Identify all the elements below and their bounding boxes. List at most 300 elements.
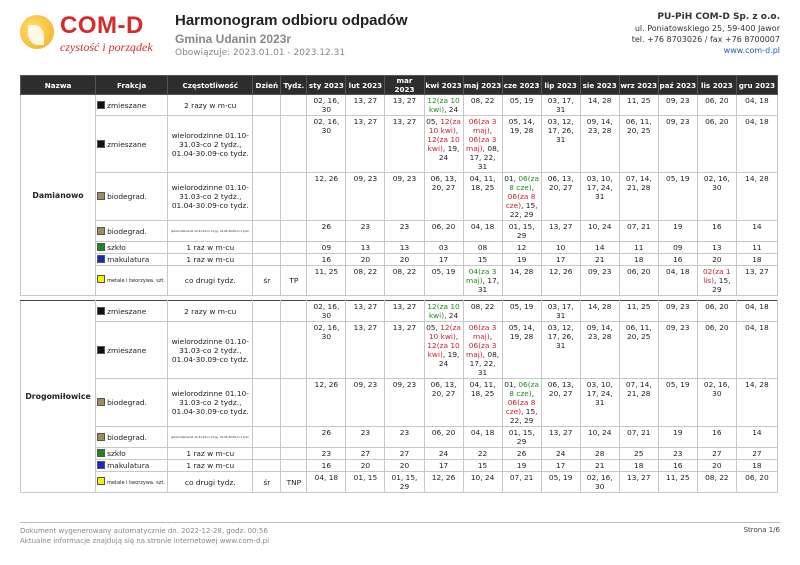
date-text: 11, 25 <box>627 96 651 105</box>
date-text: 02, 16, 30 <box>313 302 340 320</box>
color-swatch-icon <box>97 255 105 263</box>
week-cell: TP <box>281 266 307 296</box>
date-cell <box>385 460 424 472</box>
date-cell <box>658 221 697 242</box>
table-row <box>21 95 778 116</box>
date-cell <box>502 301 541 322</box>
company-phone: tel. +76 8703026 / fax +76 8700007 <box>631 35 780 44</box>
date-cell <box>697 221 736 242</box>
date-text: 13, 27 <box>392 117 417 126</box>
color-swatch-icon <box>97 433 105 441</box>
date-text: 02, 16, 30 <box>703 174 730 192</box>
date-cell <box>502 472 541 493</box>
date-text: 11, 25 <box>314 267 339 276</box>
date-text: 04, 18 <box>745 302 769 311</box>
date-cell <box>346 301 385 322</box>
date-cell <box>580 460 619 472</box>
date-cell <box>736 173 777 221</box>
date-text: 05, 19 <box>666 380 690 389</box>
date-cell <box>346 379 385 427</box>
date-cell <box>346 95 385 116</box>
column-header: sie 2023 <box>580 76 619 95</box>
date-text: 09, 23 <box>587 267 612 276</box>
date-cell <box>658 95 697 116</box>
date-text: 06, 11, 20, 25 <box>625 117 652 135</box>
date-cell <box>307 301 346 322</box>
date-text: 13, 27 <box>745 267 769 276</box>
date-text: 08, 22 <box>470 96 495 105</box>
date-cell <box>385 427 424 448</box>
date-cell <box>658 379 697 427</box>
column-header: gru 2023 <box>736 76 777 95</box>
date-text: 13, 27 <box>353 117 378 126</box>
table-row <box>21 266 778 296</box>
color-swatch-icon <box>97 140 105 148</box>
frequency-text: 1 raz w m-cu <box>186 461 235 470</box>
date-cell <box>736 448 777 460</box>
date-cell <box>424 242 463 254</box>
column-header: mar 2023 <box>385 76 424 95</box>
date-text: 06, 20 <box>705 96 729 105</box>
date-cell <box>697 254 736 266</box>
table-row <box>21 460 778 472</box>
date-text: 04, 18 <box>470 222 495 231</box>
shifted-date: 06(za 8 cze) <box>509 380 540 398</box>
fraction-cell <box>96 221 168 242</box>
shifted-date: 06(za 3 maj) <box>468 117 497 135</box>
day-cell <box>253 221 281 242</box>
frequency-cell <box>168 116 253 173</box>
date-cell <box>736 322 777 379</box>
date-cell <box>697 242 736 254</box>
date-text: 04, 18 <box>745 323 769 332</box>
fraction-cell <box>96 116 168 173</box>
fraction-label: zmieszane <box>107 139 147 149</box>
date-cell <box>463 472 502 493</box>
date-text: 03 <box>438 243 449 252</box>
date-text: 06, 20 <box>705 302 729 311</box>
date-text: 09, 14, 23, 28 <box>586 323 613 341</box>
page-subtitle: Gmina Udanin 2023r <box>175 32 292 46</box>
shifted-date: 12(za 10 kwi) <box>427 341 460 359</box>
date-text: 21 <box>595 461 605 470</box>
date-text: 20 <box>360 255 371 264</box>
date-text: 05, 19 <box>431 267 456 276</box>
date-cell <box>580 173 619 221</box>
shifted-date: 06(za 8 cze) <box>509 174 540 192</box>
frequency-cell <box>168 448 253 460</box>
date-cell <box>541 95 580 116</box>
date-cell <box>658 266 697 296</box>
date-cell <box>463 301 502 322</box>
shifted-date: 06(za 8 cze) <box>505 398 536 416</box>
week-cell <box>281 242 307 254</box>
date-text: 04, 18 <box>314 473 339 482</box>
frequency-cell <box>168 427 253 448</box>
schedule-table <box>20 75 778 493</box>
shifted-date: 06(za 3 maj) <box>468 323 497 341</box>
footer-divider <box>20 522 780 523</box>
date-cell <box>463 266 502 296</box>
table-row <box>21 379 778 427</box>
date-text: 04, 18 <box>745 117 769 126</box>
week-cell <box>281 173 307 221</box>
date-cell <box>424 116 463 173</box>
date-cell <box>736 95 777 116</box>
date-text: 08, 22 <box>353 267 378 276</box>
date-text: 04, 18 <box>666 267 690 276</box>
date-text: , <box>455 332 459 341</box>
fraction-cell <box>96 254 168 266</box>
frequency-cell <box>168 221 253 242</box>
column-header: lip 2023 <box>541 76 580 95</box>
date-cell <box>619 116 658 173</box>
date-cell <box>463 116 502 173</box>
date-cell <box>541 254 580 266</box>
date-cell <box>307 460 346 472</box>
date-text: 18 <box>634 461 644 470</box>
date-text: 09, 14, 23, 28 <box>586 117 613 135</box>
date-cell <box>697 460 736 472</box>
color-swatch-icon <box>97 461 105 469</box>
date-cell <box>619 254 658 266</box>
date-text: 20 <box>712 461 722 470</box>
date-text: , <box>531 183 535 192</box>
shifted-date: 06(za 3 maj) <box>466 135 497 153</box>
date-cell <box>619 173 658 221</box>
fraction-label: zmieszane <box>107 100 147 110</box>
date-text: 21 <box>595 255 605 264</box>
date-text: 07, 21 <box>627 222 651 231</box>
date-cell <box>736 379 777 427</box>
date-cell <box>736 427 777 448</box>
date-text: 01, 15, 29 <box>508 428 535 446</box>
date-cell <box>658 254 697 266</box>
date-text: 03, 10, 17, 24, 31 <box>586 380 613 407</box>
date-text: 02, 16, 30 <box>313 96 340 114</box>
table-row <box>21 322 778 379</box>
frequency-cell <box>168 322 253 379</box>
date-cell <box>541 322 580 379</box>
date-text: 17 <box>555 461 566 470</box>
date-cell <box>502 254 541 266</box>
date-text: 03, 17, 31 <box>547 302 574 320</box>
date-cell <box>463 427 502 448</box>
date-text: 07, 21 <box>509 473 534 482</box>
date-text: , 15, 22, 29 <box>509 407 538 425</box>
date-cell <box>346 242 385 254</box>
table-row <box>21 472 778 493</box>
date-text: 04, 11, 18, 25 <box>469 174 496 192</box>
date-text: 05, 14, 19, 28 <box>508 117 535 135</box>
date-cell <box>463 460 502 472</box>
date-text: , 24 <box>444 311 459 320</box>
date-cell <box>385 448 424 460</box>
frequency-text: 1 raz w m-cu <box>186 449 235 458</box>
location-name: Drogomiłowice <box>21 301 96 493</box>
date-text: , 19, 24 <box>438 350 460 368</box>
date-text: 10, 24 <box>587 428 612 437</box>
week-cell <box>281 379 307 427</box>
column-header: Dzień <box>253 76 281 95</box>
table-header-row <box>21 76 778 95</box>
company-website-link[interactable]: www.com-d.pl <box>723 46 780 55</box>
date-text: 09 <box>673 243 683 252</box>
date-text: 02, 16, 30 <box>586 473 613 491</box>
date-text: , <box>489 332 493 341</box>
date-text: 23 <box>673 449 683 458</box>
column-header: Frakcja <box>96 76 168 95</box>
date-text: 01, 15 <box>353 473 378 482</box>
date-text: 06, 13, 20, 27 <box>430 380 457 398</box>
date-text: 10, 24 <box>587 222 612 231</box>
fraction-cell <box>96 242 168 254</box>
date-text: 13, 27 <box>548 222 573 231</box>
date-text: 12 <box>516 243 527 252</box>
day-cell <box>253 322 281 379</box>
date-cell <box>736 266 777 296</box>
date-cell <box>541 427 580 448</box>
date-text: 23 <box>360 428 371 437</box>
date-cell <box>385 221 424 242</box>
date-cell <box>580 427 619 448</box>
date-text: , 24 <box>444 105 459 114</box>
day-cell: śr <box>253 266 281 296</box>
date-text: 04, 11, 18, 25 <box>469 380 496 398</box>
fraction-cell <box>96 448 168 460</box>
date-text: 16 <box>712 428 722 437</box>
date-text: 15 <box>477 255 488 264</box>
date-text: 13, 27 <box>353 323 378 332</box>
date-text: 05, 19 <box>548 473 573 482</box>
date-text: 11 <box>634 243 644 252</box>
day-cell <box>253 95 281 116</box>
date-cell <box>658 427 697 448</box>
fraction-label: makulatura <box>107 255 150 264</box>
date-cell <box>580 379 619 427</box>
color-swatch-icon <box>97 101 105 109</box>
date-text: 17 <box>438 255 449 264</box>
date-cell <box>541 266 580 296</box>
column-header: kwi 2023 <box>424 76 463 95</box>
frequency-cell <box>168 242 253 254</box>
column-header: Tydz. <box>281 76 307 95</box>
frequency-cell <box>168 301 253 322</box>
date-text: 24 <box>555 449 566 458</box>
date-text: 09, 23 <box>353 174 378 183</box>
week-cell <box>281 116 307 173</box>
date-cell <box>307 379 346 427</box>
date-text: 10, 24 <box>470 473 495 482</box>
schedule-body <box>21 95 778 493</box>
date-text: 05, 14, 19, 28 <box>508 323 535 341</box>
frequency-cell <box>168 95 253 116</box>
table-row <box>21 254 778 266</box>
date-text: 13, 27 <box>548 428 573 437</box>
column-header: maj 2023 <box>463 76 502 95</box>
date-cell <box>541 221 580 242</box>
date-text: , 08, 17, 22, 31 <box>469 350 500 377</box>
frequency-text: jednorodzinne 01.10-31.03-co 4 tyg., 01.04-30.09-co 2 tydz. <box>171 229 250 233</box>
date-cell <box>541 379 580 427</box>
location-name: Damianowo <box>21 95 96 296</box>
date-text: 11 <box>752 243 762 252</box>
date-text: 23 <box>399 222 410 231</box>
date-cell <box>619 322 658 379</box>
page-title: Harmonogram odbioru odpadów <box>175 12 408 29</box>
color-swatch-icon <box>97 192 105 200</box>
date-cell <box>463 221 502 242</box>
date-text: 08 <box>477 243 488 252</box>
date-text: 13 <box>360 243 371 252</box>
fraction-cell <box>96 266 168 296</box>
date-text: 27 <box>712 449 722 458</box>
frequency-text: co drugi tydz. <box>184 276 236 285</box>
date-cell <box>424 460 463 472</box>
date-text: 05, <box>426 323 441 332</box>
day-cell <box>253 242 281 254</box>
date-cell <box>697 427 736 448</box>
date-cell <box>307 427 346 448</box>
date-cell <box>697 95 736 116</box>
date-cell <box>541 301 580 322</box>
date-cell <box>697 116 736 173</box>
date-text: 27 <box>752 449 762 458</box>
date-text: , <box>489 126 493 135</box>
date-cell <box>658 242 697 254</box>
date-cell <box>424 266 463 296</box>
color-swatch-icon <box>97 227 105 235</box>
column-header: sty 2023 <box>307 76 346 95</box>
date-cell <box>736 301 777 322</box>
date-cell <box>658 173 697 221</box>
color-swatch-icon <box>97 275 105 283</box>
date-cell <box>736 116 777 173</box>
date-cell <box>307 448 346 460</box>
frequency-cell <box>168 460 253 472</box>
date-cell <box>385 242 424 254</box>
company-address: ul. Poniatowskiego 25, 59-400 Jawor <box>634 24 780 33</box>
date-cell <box>502 173 541 221</box>
shifted-date: 06(za 8 cze) <box>505 192 536 210</box>
date-text: , 17, 31 <box>477 276 500 294</box>
date-text: 06, 11, 20, 25 <box>625 323 652 341</box>
date-cell <box>307 322 346 379</box>
date-cell <box>346 254 385 266</box>
date-text: 22 <box>477 449 488 458</box>
date-cell <box>502 322 541 379</box>
date-text: 03, 17, 31 <box>547 96 574 114</box>
date-cell <box>502 266 541 296</box>
frequency-cell <box>168 266 253 296</box>
date-cell <box>502 460 541 472</box>
color-swatch-icon <box>97 477 105 485</box>
date-cell <box>307 266 346 296</box>
day-cell <box>253 448 281 460</box>
date-text: 03, 12, 17, 26, 31 <box>547 323 574 350</box>
day-cell <box>253 254 281 266</box>
date-text: 23 <box>360 222 371 231</box>
frequency-text: 1 raz w m-cu <box>186 243 235 252</box>
color-swatch-icon <box>97 307 105 315</box>
fraction-label: makulatura <box>107 461 150 470</box>
date-text: 06, 13, 20, 27 <box>430 174 457 192</box>
date-text: 13, 27 <box>353 302 378 311</box>
date-cell <box>307 472 346 493</box>
fraction-cell <box>96 460 168 472</box>
date-cell <box>463 95 502 116</box>
fraction-label: szkło <box>107 449 126 458</box>
date-text: 11, 25 <box>666 473 690 482</box>
date-text: 19 <box>516 255 527 264</box>
date-text: 09, 23 <box>392 174 417 183</box>
date-cell <box>424 448 463 460</box>
date-cell <box>619 472 658 493</box>
fraction-cell <box>96 427 168 448</box>
color-swatch-icon <box>97 449 105 457</box>
date-text: 02, 16, 30 <box>313 117 340 135</box>
sun-leaf-icon <box>20 15 54 49</box>
date-cell <box>463 379 502 427</box>
date-text: 19 <box>673 428 683 437</box>
date-cell <box>658 472 697 493</box>
frequency-text: 2 razy w m-cu <box>184 306 237 316</box>
date-cell <box>502 95 541 116</box>
date-text: 13 <box>712 243 722 252</box>
date-text: 05, 19 <box>509 302 534 311</box>
date-cell <box>580 301 619 322</box>
date-cell <box>502 427 541 448</box>
shifted-date: 12(za 10 kwi) <box>427 96 460 114</box>
date-cell <box>346 116 385 173</box>
date-text: 17 <box>555 255 566 264</box>
date-cell <box>385 266 424 296</box>
date-cell <box>424 427 463 448</box>
date-cell <box>619 242 658 254</box>
fraction-label: biodegrad. <box>107 226 147 236</box>
date-text: , <box>531 389 535 398</box>
date-text: 26 <box>516 449 527 458</box>
date-cell <box>385 379 424 427</box>
logo-name: COM-D <box>60 12 144 39</box>
date-text: 06, 20 <box>705 117 729 126</box>
date-cell <box>424 254 463 266</box>
date-cell <box>346 173 385 221</box>
column-header: wrz 2023 <box>619 76 658 95</box>
date-text: 18 <box>752 461 762 470</box>
date-text: 08, 22 <box>705 473 729 482</box>
date-text: 14 <box>752 428 762 437</box>
date-text: 18 <box>752 255 762 264</box>
shifted-date: 06(za 3 maj) <box>466 341 497 359</box>
shifted-date: 02(za 1 lis) <box>702 267 731 285</box>
frequency-text: wielorodzinne 01.10-31.03-co 2 tydz., 01.04-30.09-co tydz. <box>171 389 249 416</box>
date-cell <box>697 472 736 493</box>
date-cell <box>736 472 777 493</box>
table-row <box>21 173 778 221</box>
date-text: 20 <box>399 461 410 470</box>
table-row <box>21 301 778 322</box>
date-text: 11, 25 <box>627 302 651 311</box>
date-text: 19 <box>516 461 527 470</box>
date-cell <box>580 242 619 254</box>
frequency-cell <box>168 379 253 427</box>
date-cell <box>658 460 697 472</box>
date-cell <box>307 242 346 254</box>
fraction-label: metale i tworzywa. szt. <box>107 479 165 486</box>
table-row <box>21 116 778 173</box>
color-swatch-icon <box>97 398 105 406</box>
